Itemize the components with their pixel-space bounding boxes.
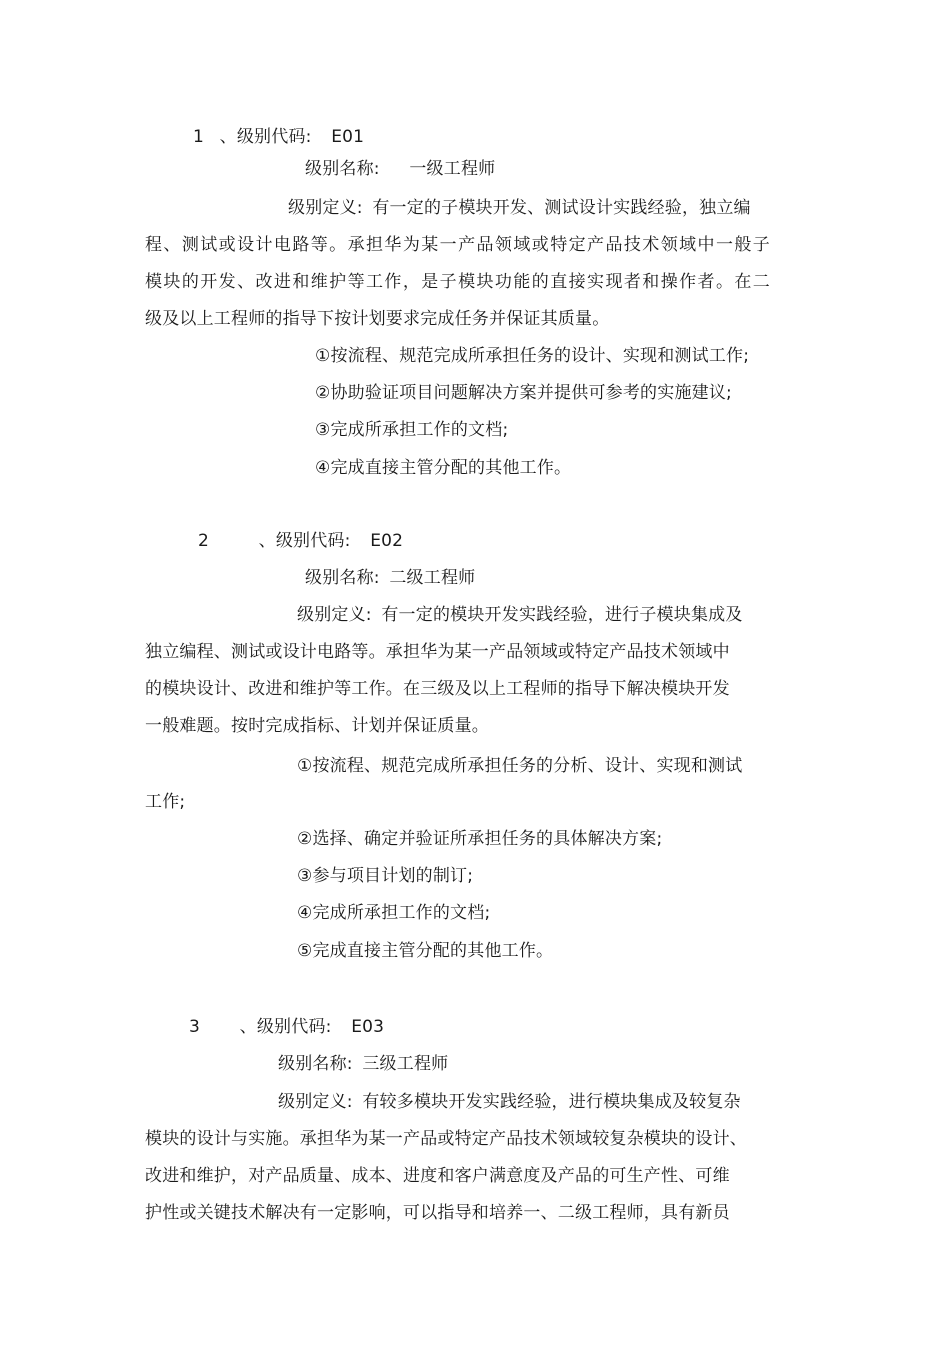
- section-1-code: E01: [331, 127, 365, 147]
- section-3-code: E03: [351, 1017, 385, 1037]
- section-3-definition-line-4: 护性或关键技术解决有一定影响，可以指导和培养一、二级工程师，具有新员: [145, 1203, 730, 1223]
- section-3-name: 三级工程师: [362, 1054, 449, 1074]
- section-2-name: 二级工程师: [389, 568, 476, 588]
- section-2-code-line: [198, 529, 403, 553]
- section-2-definition-label: 级别定义:: [297, 605, 372, 625]
- section-2-duty-2: ②选择、确定并验证所承担任务的具体解决方案;: [297, 829, 663, 849]
- section-2-definition-line-4: 一般难题。按时完成指标、计划并保证质量。: [145, 716, 489, 736]
- section-1-definition-line-3: 模块的开发、改进和维护等工作，是子模块功能的直接实现者和操作者。在二: [145, 272, 770, 292]
- section-1-duty-2: ②协助验证项目问题解决方案并提供可参考的实施建议;: [315, 383, 732, 403]
- section-2-duty-5: ⑤完成直接主管分配的其他工作。: [297, 941, 554, 961]
- section-3-definition-first-line: [278, 1090, 741, 1114]
- section-1-duty-1: ①按流程、规范完成所承担任务的设计、实现和测试工作;: [315, 346, 750, 366]
- section-1-code-line: [193, 125, 364, 149]
- section-3-definition-line-2: 模块的设计与实施。承担华为某一产品或特定产品技术领域较复杂模块的设计、: [145, 1129, 747, 1149]
- section-1-definition-line-2: 程、测试或设计电路等。承担华为某一产品领域或特定产品技术领域中一般子: [145, 235, 770, 255]
- section-2-definition-line-1: 有一定的模块开发实践经验，进行子模块集成及: [381, 605, 743, 625]
- section-1-number: 1: [193, 127, 205, 147]
- section-1-definition-first-line: [288, 196, 751, 220]
- section-1-code-label: 、级别代码:: [219, 127, 312, 147]
- section-2-name-line: [305, 566, 475, 590]
- section-2-name-label: 级别名称:: [305, 568, 380, 588]
- section-1-definition-label: 级别定义:: [288, 198, 363, 218]
- section-3-code-line: [189, 1015, 384, 1039]
- section-1-name-label: 级别名称:: [305, 159, 380, 179]
- section-1-name-line: [305, 157, 495, 181]
- section-3-definition-line-1: 有较多模块开发实践经验，进行模块集成及较复杂: [362, 1092, 741, 1112]
- section-1-definition-line-4: 级及以上工程师的指导下按计划要求完成任务并保证其质量。: [145, 309, 610, 329]
- section-2-definition-line-2: 独立编程、测试或设计电路等。承担华为某一产品领域或特定产品技术领域中: [145, 642, 730, 662]
- section-2-duty-4: ④完成所承担工作的文档;: [297, 903, 491, 923]
- section-1-duty-3: ③完成所承担工作的文档;: [315, 420, 509, 440]
- section-2-definition-first-line: [297, 603, 743, 627]
- section-2-code: E02: [370, 531, 404, 551]
- section-3-name-label: 级别名称:: [278, 1054, 353, 1074]
- section-3-number: 3: [189, 1017, 201, 1037]
- section-2-code-label: 、级别代码:: [258, 531, 351, 551]
- section-2-number: 2: [198, 531, 210, 551]
- section-2-duty-1: ①按流程、规范完成所承担任务的分析、设计、实现和测试: [297, 756, 743, 776]
- section-2-duty-3: ③参与项目计划的制订;: [297, 866, 474, 886]
- section-1-definition-line-1: 有一定的子模块开发、测试设计实践经验，独立编: [372, 198, 751, 218]
- section-1-name: 一级工程师: [409, 159, 496, 179]
- section-3-definition-line-3: 改进和维护，对产品质量、成本、进度和客户满意度及产品的可生产性、可维: [145, 1166, 730, 1186]
- section-2-duty-1-continued: 工作;: [145, 792, 186, 812]
- section-1-duty-4: ④完成直接主管分配的其他工作。: [315, 458, 572, 478]
- section-3-name-line: [278, 1052, 448, 1076]
- section-3-code-label: 、级别代码:: [239, 1017, 332, 1037]
- section-2-definition-line-3: 的模块设计、改进和维护等工作。在三级及以上工程师的指导下解决模块开发: [145, 679, 730, 699]
- section-3-definition-label: 级别定义:: [278, 1092, 353, 1112]
